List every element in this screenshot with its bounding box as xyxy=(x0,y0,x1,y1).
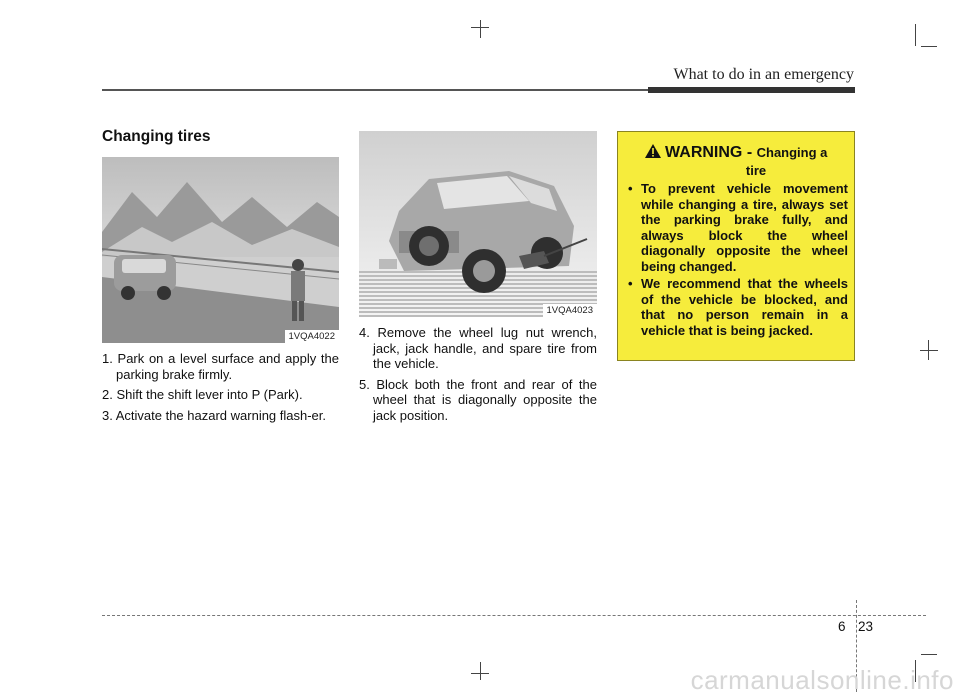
chapter-number: 6 xyxy=(838,619,846,634)
list-item: 3. Activate the hazard warning flash-er. xyxy=(102,407,327,423)
warning-box xyxy=(617,131,855,361)
list-item: 2. Shift the shift lever into P (Park). xyxy=(102,387,303,402)
warning-title xyxy=(618,144,854,162)
figure-jack xyxy=(359,131,597,317)
crop-mark xyxy=(471,673,489,674)
crop-mark xyxy=(921,46,937,47)
list-item: • We recommend that the wheels of the vehicle be blocked, and that no person remain in a vehicle that is being jacked. xyxy=(628,276,848,338)
page-number: 23 xyxy=(858,619,874,634)
crop-mark xyxy=(480,20,481,38)
crop-mark xyxy=(920,350,938,351)
list-item: 4. Remove the wheel lug nut wrench, jack, jack handle, and spare tire from the vehicle. xyxy=(359,325,597,371)
list-item: 5. Block both the front and rear of the wheel that is diagonally opposite the jack position. xyxy=(359,376,597,423)
wheel-chock-icon xyxy=(379,259,397,269)
steps-list-middle xyxy=(359,325,597,428)
figure-code: 1VQA4023 xyxy=(543,304,597,317)
header-rule-accent xyxy=(648,87,855,93)
warning-list xyxy=(628,181,848,340)
figure-roadside xyxy=(102,157,339,343)
crop-mark xyxy=(921,654,937,655)
warning-triangle-icon xyxy=(645,144,661,158)
footer-rule xyxy=(102,615,926,616)
car-on-jack-illustration xyxy=(359,131,597,317)
crop-mark xyxy=(471,27,489,28)
steps-list-left xyxy=(102,351,339,428)
crop-mark xyxy=(480,662,481,680)
warning-subject-cont: tire xyxy=(745,163,767,178)
watermark: carmanualsonline.info xyxy=(690,665,954,695)
figure-code: 1VQA4022 xyxy=(285,330,339,343)
section-heading: Changing tires xyxy=(102,128,211,145)
list-item: 1. Park on a level surface and apply the parking brake firmly. xyxy=(102,351,339,382)
list-item: • To prevent vehicle movement while changing a tire, always set the parking brake fully, and always block the wheel diagonally opposite the wheel being changed. xyxy=(628,181,848,274)
warning-label: WARNING - xyxy=(665,144,753,161)
crop-mark xyxy=(915,24,916,46)
warning-subject: Changing a xyxy=(756,145,828,160)
running-header: What to do in an emergency xyxy=(673,66,854,83)
roadside-car-person-illustration xyxy=(102,157,339,343)
